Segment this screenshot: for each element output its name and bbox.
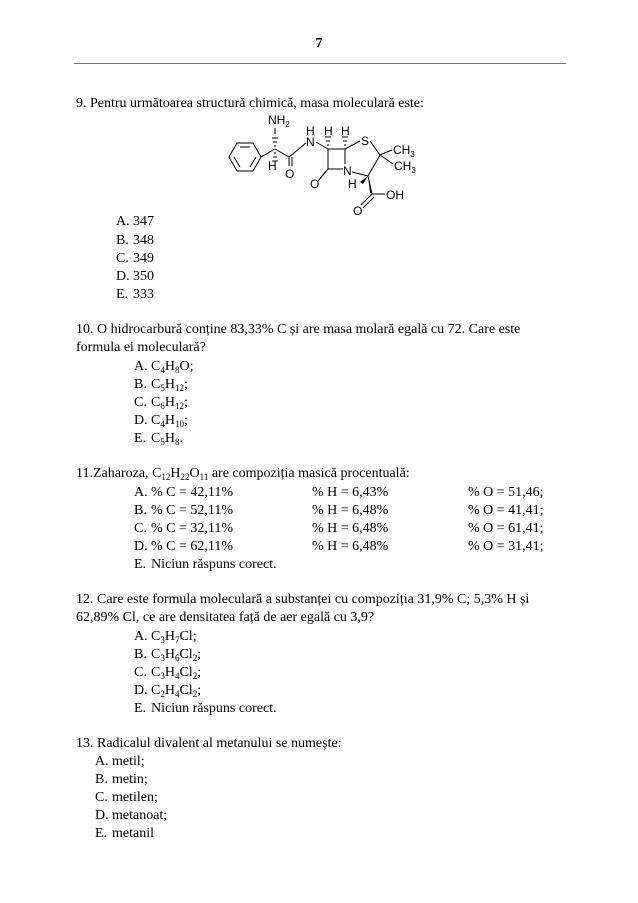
question-9-text: 9. Pentru următoarea structură chimică, masa moleculară este:: [76, 96, 424, 111]
label-ch3-a: $CH_3$: [393, 143, 415, 159]
header-rule: [74, 63, 566, 64]
q10-option-d: D. $C_4H_{10}$;: [134, 413, 188, 429]
q12-option-e: E. Niciun răspuns corect.: [134, 701, 277, 716]
label-h-3: H: [348, 177, 357, 191]
q12-option-d: D. $C_2H_4Cl_2$;: [134, 683, 202, 699]
page-number: 7: [315, 36, 323, 51]
q9-option-c: C. 349: [116, 251, 154, 266]
q13-option-d: D. metanoat;: [95, 808, 168, 823]
question-11-text: 11.Zaharoza, $C_{12}H_{22}O_{11}$ are compoziția masică procentuală:: [76, 466, 410, 482]
q10-option-a: A. $C_4H_8O$;: [134, 359, 194, 375]
q10-option-e: E. $C_5H_8$.: [134, 431, 183, 447]
label-ch3-b: $CH_3$: [394, 159, 416, 175]
label-nh-h: H: [306, 124, 315, 138]
q11-option-e: E. Niciun răspuns corect.: [134, 557, 277, 572]
q13-option-e: E. metanil: [95, 826, 154, 841]
label-h-alpha: H: [268, 159, 277, 173]
q10-option-c: C. $C_6H_{12}$;: [134, 395, 188, 411]
q13-option-a: A. metil;: [95, 754, 145, 769]
label-n-ring: N: [343, 164, 352, 178]
q12-option-c: C. $C_3H_4Cl_2$;: [134, 665, 202, 681]
q12-option-b: B. $C_3H_6Cl_2$;: [134, 647, 202, 663]
question-10-line-2: formula ei moleculară?: [76, 340, 206, 355]
q9-option-e: E. 333: [116, 287, 154, 302]
label-s: S: [361, 134, 370, 148]
q11-option-a: A. % C = 42,11% % H = 6,43% % O = 51,46;: [134, 485, 544, 500]
chemical-structure-ampicillin: [222, 108, 422, 218]
label-nh-n: N: [306, 135, 315, 149]
label-nh2: $NH_2$: [268, 113, 290, 129]
q9-option-b: B. 348: [116, 233, 154, 248]
q12-option-a: A. $C_3H_7Cl$;: [134, 629, 197, 645]
q11-option-b: B. % C = 52,11% % H = 6,48% % O = 41,41;: [134, 503, 544, 518]
q13-option-c: C. metilen;: [95, 790, 158, 805]
question-10-line-1: 10. O hidrocarbură conține 83,33% C și are masa molară egală cu 72. Care este: [76, 322, 521, 337]
q10-option-b: B. $C_5H_{12}$;: [134, 377, 188, 393]
q9-option-d: D. 350: [116, 269, 154, 284]
q11-option-c: C. % C = 32,11% % H = 6,48% % O = 61,41;: [134, 521, 544, 536]
label-h-5: H: [341, 124, 350, 138]
q9-option-a: A. 347: [116, 214, 154, 229]
question-12-line-2: 62,89% Cl, ce are densitatea față de aer egală cu 3,9?: [76, 610, 375, 625]
label-o-amide: O: [285, 167, 295, 181]
label-oh: OH: [386, 188, 404, 202]
question-12-line-1: 12. Care este formula moleculară a substanței cu compoziția 31,9% C; 5,3% H și: [76, 592, 530, 607]
question-13-text: 13. Radicalul divalent al metanului se numește:: [76, 736, 342, 751]
label-o-carboxyl: O: [353, 204, 363, 218]
label-o-lactam: O: [310, 177, 320, 191]
label-h-6: H: [324, 124, 333, 138]
q13-option-b: B. metin;: [95, 772, 148, 787]
q11-option-d: D. % C = 62,11% % H = 6,48% % O = 31,41;: [134, 539, 544, 554]
